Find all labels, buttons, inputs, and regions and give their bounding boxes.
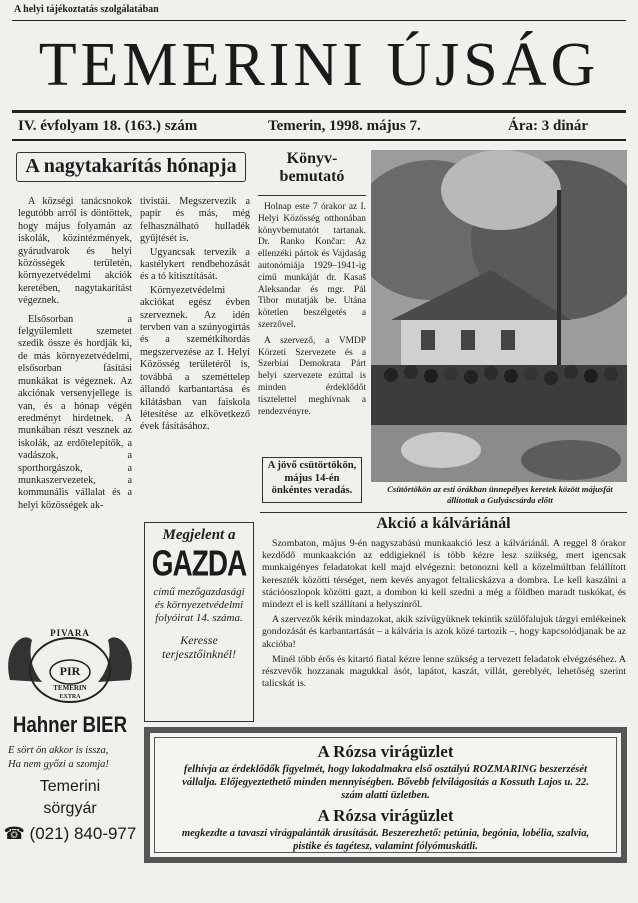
beer-temerin: TEMERIN <box>53 684 87 692</box>
beer-brand: Hahner BIER <box>12 712 128 737</box>
price: Ára: 3 dinár <box>508 118 588 134</box>
paragraph: Minél több érős és kitartó fiatal kézre lenne szükség a tervezett feladatok elvégzéséhez. A részvevők hozzanak magukkal ásót, lapátot, kaszát, villát, gereblyét, lehetőség szerint talicskát is. <box>262 653 626 690</box>
tagline: A helyi tájékoztatás szolgálatában <box>14 4 159 15</box>
florist-2-title: A Rózsa virágüzlet <box>317 806 454 825</box>
beer-line-1: Temerini <box>39 778 101 795</box>
masthead-title: TEMERINI ÚJSÁG <box>38 31 600 99</box>
paragraph: Környezetvédelmi akciókat egész évben szerveznek. Az idén tervben van a szúnyogirtás és a szemétkihordás megszervezése az I. Helyi Közösség területéről is, továbbá a szeméttelep állandó karbantartása és kilátásban van faiskola létesítése az elkövetkező évek fásításához. <box>140 284 250 433</box>
article-konyvbemutato-title: Könyv-bemutató <box>258 150 366 196</box>
paragraph: tivistái. Megszervezik a papír és más, még felhasználható hulladék gyűjtését is. <box>140 196 250 245</box>
florist-inner <box>154 737 617 853</box>
article-kalvaria-rule <box>260 512 627 513</box>
paragraph: A községi tanácsnokok legutóbb arról is döntöttek, hogy május folyamán az iskolák, közintézmények, gyárudvarok és helyi közösségek területén, környezetvédelmi akciók keretében, nagytakarítást végeznek. <box>18 196 132 307</box>
article-konyvbemutato-body <box>258 202 366 419</box>
photo-caption: Csütörtökön az esti órákban ünnepélyes keretek között májusfát állítottak a Gulyáscsárda előtt <box>387 484 613 505</box>
article-nagytakaritas-title: A nagytakarítás hónapja <box>16 152 246 182</box>
florist-1-text: felhívja az érdeklődők figyelmét, hogy lakodalmakra első osztályú ROZMARING beszerzését vállalja. Előjegyeztethető minden mennyiségben. Bővebb felvilágosítás a Kossuth Lajos u. 22. szám alatti üzletben. <box>182 764 589 801</box>
florist-ad <box>144 727 627 863</box>
beer-extra: EXTRA <box>59 694 81 700</box>
gazda-top: Megjelent a <box>162 527 236 543</box>
masthead-rule <box>12 110 626 113</box>
beer-pivara: PIVARA <box>50 628 90 638</box>
beer-line-2: sörgyár <box>43 800 97 817</box>
photo-scene <box>371 150 627 482</box>
beer-phone-row <box>2 824 138 844</box>
beer-phone: (021) 840-977 <box>29 824 137 843</box>
gazda-text: című mezőgazdasági és környezetvédelmi folyóirat 14. száma. <box>153 586 245 624</box>
beer-slogan-1: E sört ön akkor is issza, <box>8 745 109 756</box>
gazda-ad <box>144 522 254 722</box>
top-rule <box>12 20 626 21</box>
place-date: Temerin, 1998. május 7. <box>268 118 421 134</box>
phone-icon: ☎ <box>3 824 25 843</box>
photo-majusfa <box>371 150 627 482</box>
article-nagytakaritas-col2 <box>140 196 250 435</box>
beer-ad <box>2 620 138 860</box>
paragraph: Ugyancsak tervezik a kastélykert rendbehozását és a tó kitisztítását. <box>140 246 250 283</box>
article-kalvaria-title: Akció a kálváriánál <box>376 515 511 532</box>
notice-veradas: A jövő csütörtökön, május 14-én önkéntes veradás. <box>262 457 362 503</box>
paragraph: Holnap este 7 órakor az I. Helyi Közösség otthonában könyvbemutatót tartanak. Dr. Ranko Končar: Az ellenzéki pártok és Vajdaság autonómiája 1929–1941-ig című munkáját dr. Kasaš Aleksandar és mgr. Pál Tibor mutatják be. Utána kötetlen beszélgetés a szerzővel. <box>258 202 366 330</box>
article-nagytakaritas-col1 <box>18 196 132 513</box>
issue-number: IV. évfolyam 18. (163.) szám <box>18 118 198 134</box>
gazda-cta: Keresse terjesztőinknél! <box>162 633 236 661</box>
paragraph: Szombaton, május 9-én nagyszabású munkaakció lesz a kálváriánál. A reggel 8 órakor kezdődő munkaakción az eddigieknél is több kézre lesz szükség, mert igencsak munkaigényes feladatokat kell majd elvégezni: betonozni kell a közelmúltban felállított kereszték közötti térséget, nem kevés anyagot feltalicskázva a dombra. Le kell kaszálni a stációoszlopok közötti gazt, a dombon ki kell szedni a még a földben maradt tuskókat, és mindezt el is kell szállítani a helyszínről. <box>262 538 626 611</box>
florist-2-text: megkezdte a tavaszi virágpalánták árusítását. Beszerezhető: petúnia, begónia, lobélia, szalvia, pistike és tagétesz, valamint fólyómuskátli. <box>181 828 590 852</box>
gazda-logo: GAZDA <box>151 543 247 584</box>
beer-pir: PIR <box>59 664 81 678</box>
paragraph: Elsősorban a felgyülemlett szemetet szedik össze és hordják ki, de más környezetvédelmi, elsősorban fásítási munkákat is végeznek. Az akciónak versenyjellege is van, és a hónap végén eredményt hirdetnek. A munkában részt vesznek az iskolák, az erdőtelepítők, a vadászok, a sporthorgászok, a munkaszervezetek, a kommunális vállalat és a helyi közösségek ak- <box>18 313 132 511</box>
info-rule <box>12 139 626 141</box>
paragraph: A szervező, a VMDP Körzeti Szervezete és a Szerbiai Demokrata Párt helyi szervezete ezúttal is minden érdeklődőt tisztelettel meghívnak a rendezvényre. <box>258 335 366 417</box>
florist-1-title: A Rózsa virágüzlet <box>317 742 454 761</box>
article-kalvaria-body <box>262 538 626 691</box>
paragraph: A szervezők kérik mindazokat, akik szívügyüknek tekintik szülőfalujuk tárgyi emlékeinek gondozását és karbantartását – a kálvária is azok közé tartozik –, hogy kapcsolódjanak be az akcióba! <box>262 614 626 650</box>
beer-slogan-2: Ha nem győzi a szomja! <box>8 759 109 770</box>
